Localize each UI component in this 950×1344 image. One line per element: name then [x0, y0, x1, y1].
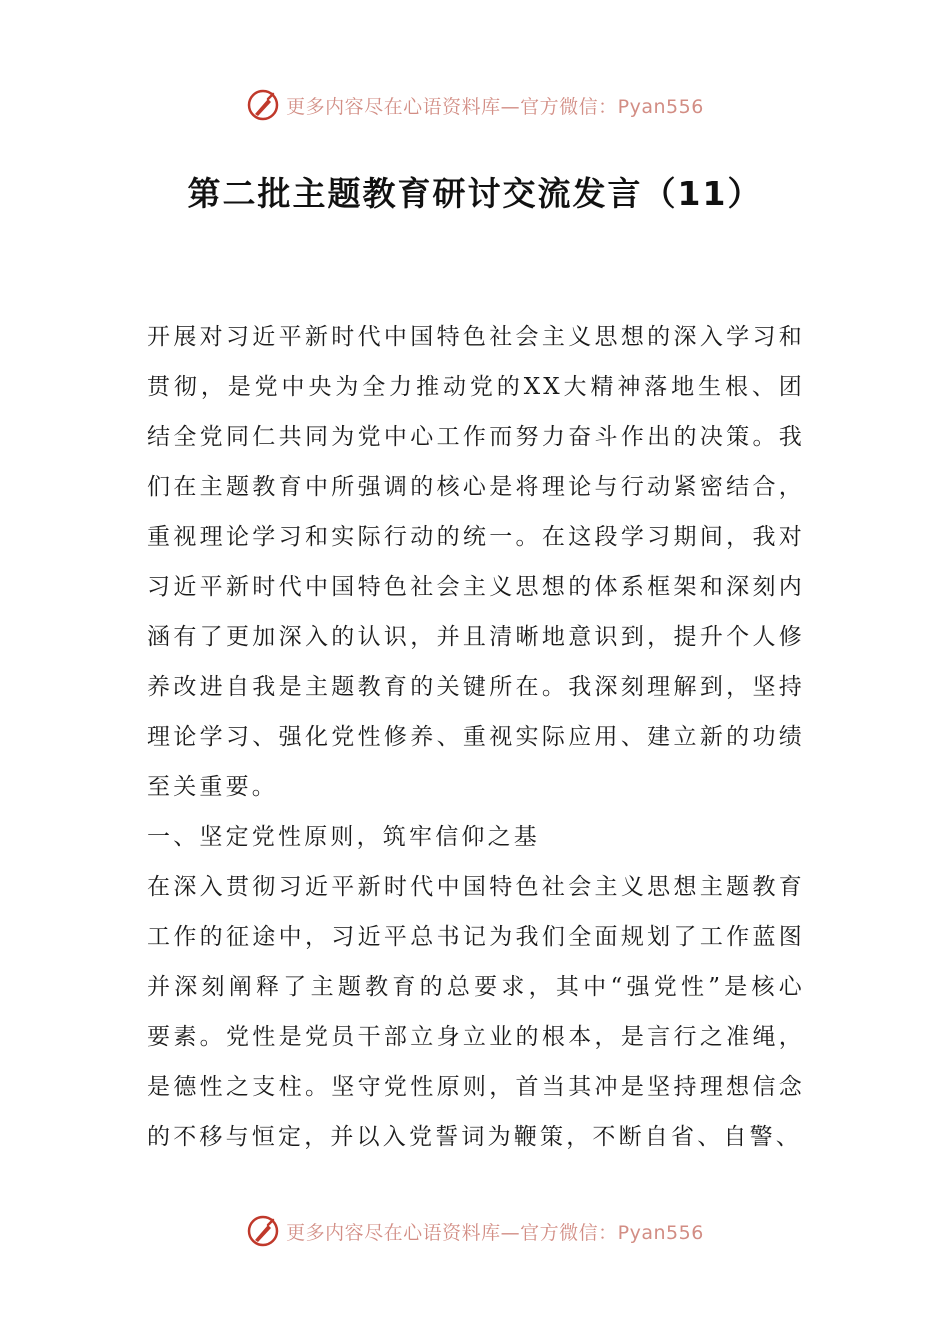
pen-nib-logo-icon: [246, 88, 280, 122]
pen-nib-logo-icon: [246, 1214, 280, 1248]
header-watermark: [0, 85, 950, 125]
watermark-text: 更多内容尽在心语资料库—官方微信：Pyan556: [286, 95, 704, 118]
paragraph-intro: 开展对习近平新时代中国特色社会主义思想的深入学习和贯彻，是党中央为全力推动党的XX大精神落地生根、团结全党同仁共同为党中心工作而努力奋斗作出的决策。我们在主题教育中所强调的核心是将理论与行动紧密结合，重视理论学习和实际行动的统一。在这段学习期间，我对习近平新时代中国特色社会主义思想的体系框架和深刻内涵有了更加深入的认识，并且清晰地意识到，提升个人修养改进自我是主题教育的关键所在。我深刻理解到，坚持理论学习、强化党性修养、重视实际应用、建立新的功绩至关重要。: [147, 324, 805, 800]
section-heading: 一、坚定党性原则，筑牢信仰之基: [147, 824, 540, 850]
paragraph-section-1: 在深入贯彻习近平新时代中国特色社会主义思想主题教育工作的征途中，习近平总书记为我们全面规划了工作蓝图并深刻阐释了主题教育的总要求，其中“强党性”是核心要素。党性是党员干部立身立业的根本，是言行之准绳，是德性之支柱。坚守党性原则，首当其冲是坚持理想信念的不移与恒定，并以入党誓词为鞭策，不断自省、自警、: [147, 874, 805, 1150]
document-title: 第二批主题教育研讨交流发言（11）: [187, 174, 763, 213]
watermark-text: 更多内容尽在心语资料库—官方微信：Pyan556: [286, 1221, 704, 1244]
document-body: [147, 312, 805, 1162]
footer-watermark: [0, 1211, 950, 1251]
